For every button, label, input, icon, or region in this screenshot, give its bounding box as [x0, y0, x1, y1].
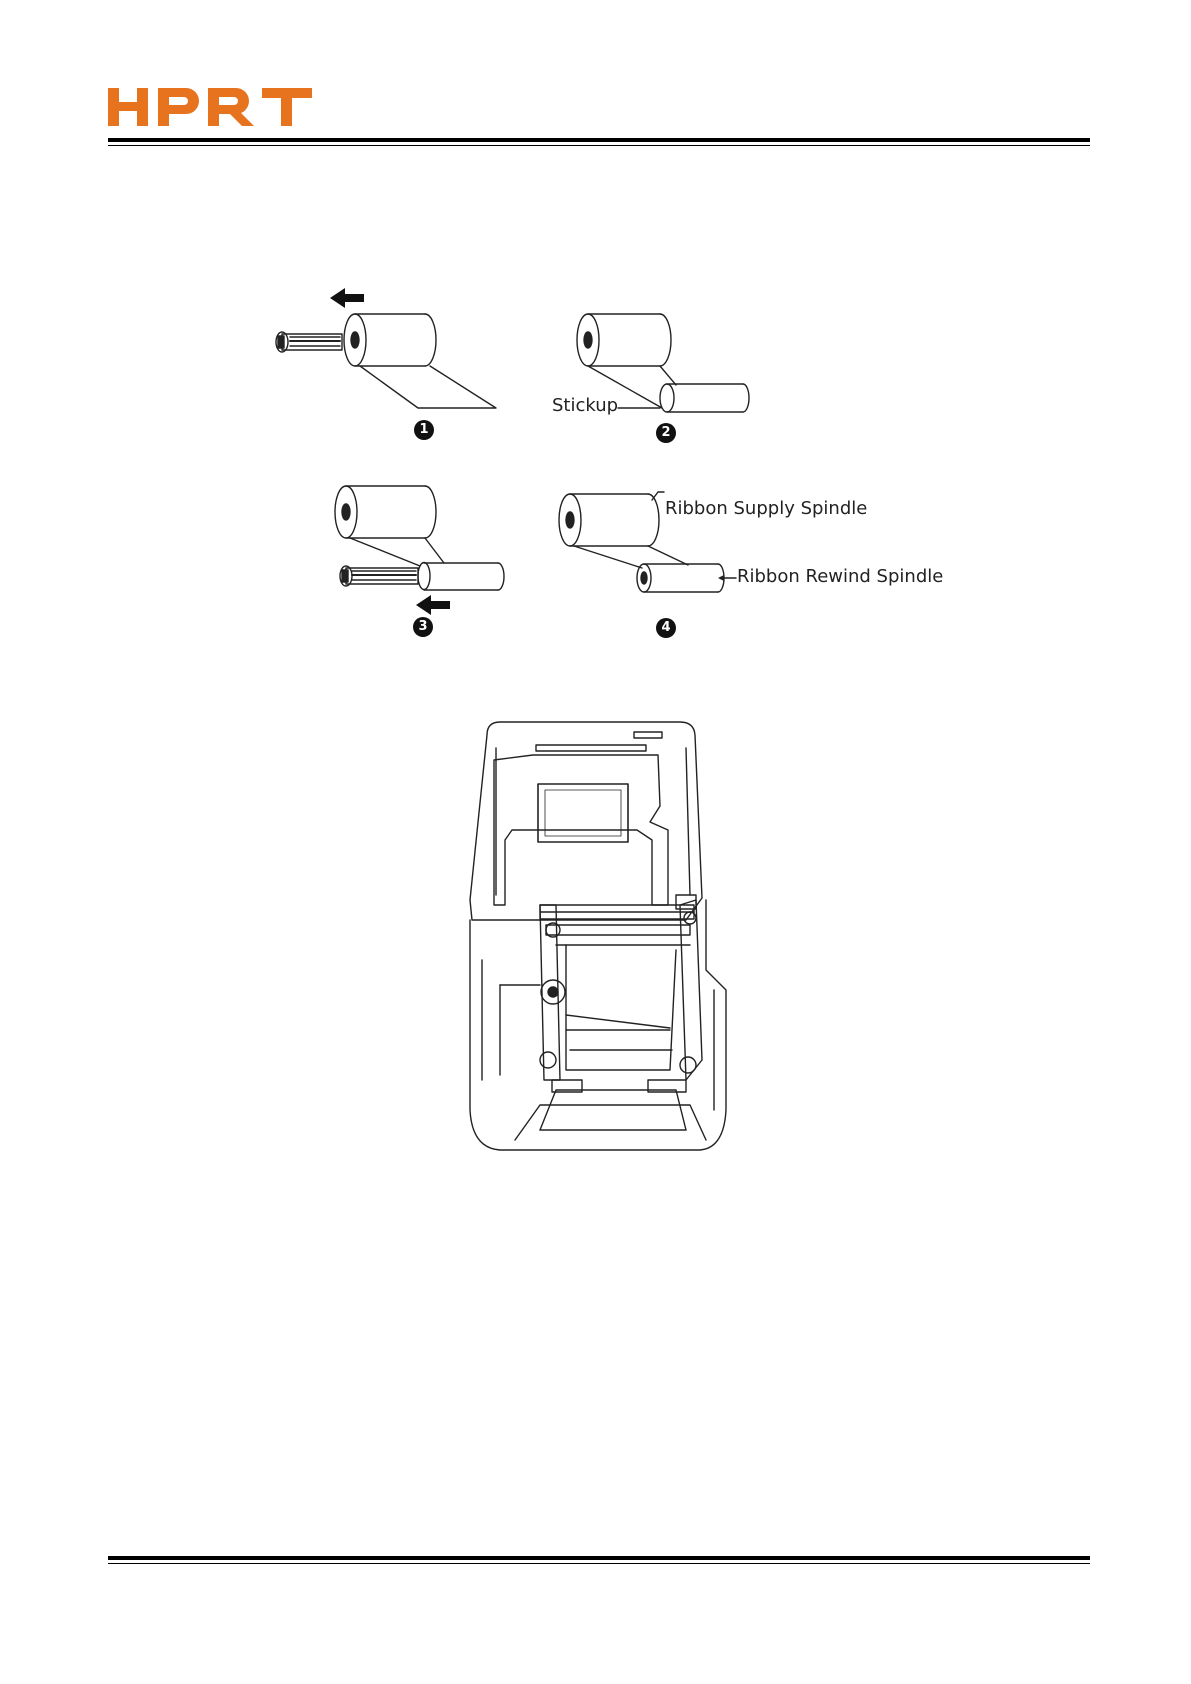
footer-rule-thin	[108, 1563, 1090, 1564]
step1-illustration	[276, 288, 496, 408]
step3-illustration	[335, 486, 504, 615]
footer-rule-thick	[108, 1556, 1090, 1560]
step-number-2: 2	[656, 423, 676, 443]
step-number-3: 3	[413, 617, 433, 637]
step-number-4: 4	[656, 618, 676, 638]
printer-open-illustration	[470, 722, 726, 1150]
ribbon-supply-spindle-label: Ribbon Supply Spindle	[665, 498, 868, 519]
step-number-1: 1	[414, 420, 434, 440]
ribbon-rewind-spindle-label: Ribbon Rewind Spindle	[737, 566, 944, 587]
stickup-label: Stickup	[552, 395, 619, 416]
